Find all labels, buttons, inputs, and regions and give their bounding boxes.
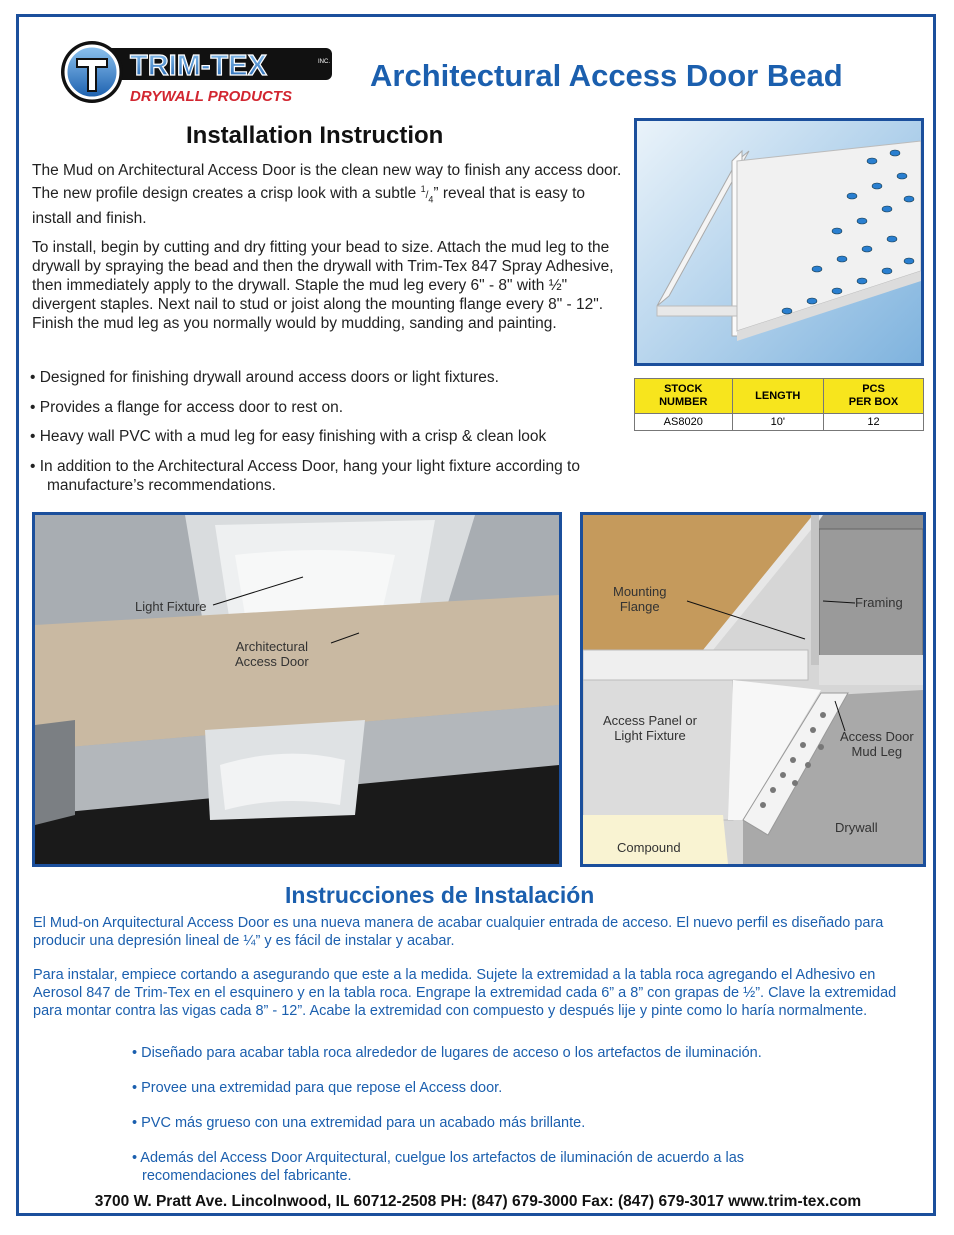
pcs-cell: 12: [824, 414, 924, 431]
mud-leg-label: Access Door Mud Leg: [840, 729, 914, 759]
install-paragraph: To install, begin by cutting and dry fitting your bead to size. Attach the mud leg to the drywall by spraying the bead and then the drywall with Trim-Tex 847 Spray Adhesive, then immediately apply to the drywall. Staple the mud leg every 6" - 8" with ½" divergent staples. Next nail to stud or joist along the mounting flange every 8" - 12". Finish the mud leg as you normally would by mudding, sanding and painting.: [32, 239, 614, 332]
page-title: Architectural Access Door Bead: [370, 58, 843, 93]
feature-list: [30, 368, 630, 505]
mounting-flange-label: Mounting Flange: [613, 584, 667, 614]
fraction-denominator: 4: [428, 194, 434, 205]
access-panel-label: Access Panel or Light Fixture: [603, 713, 697, 743]
spanish-heading: Instrucciones de Instalación: [285, 882, 595, 908]
list-item: • Diseñado para acabar tabla roca alrededor de lugares de acceso o los artefactos de iluminación.: [132, 1045, 762, 1061]
framing-label: Framing: [855, 595, 903, 610]
drywall-label: Drywall: [835, 820, 878, 835]
list-item: • Provee una extremidad para que repose el Access door.: [132, 1080, 503, 1096]
footer-contact: 3700 W. Pratt Ave. Lincolnwood, IL 60712-2508 PH: (847) 679-3000 Fax: (847) 679-3017 www.trim-tex.com: [94, 1193, 862, 1210]
stock-table: [634, 378, 924, 431]
compound-label: Compound: [617, 840, 681, 855]
table-row: [635, 414, 924, 431]
cross-section-diagram: [580, 512, 926, 867]
access-door-label: Architectural Access Door: [235, 639, 309, 669]
list-item: • Provides a flange for access door to rest on.: [30, 398, 344, 416]
pcs-header: PCS PER BOX: [824, 379, 924, 414]
list-item: • Además del Access Door Arquitectural, cuelgue los artefactos de iluminación de acuerdo a las recomendaciones del fabricante.: [132, 1150, 745, 1184]
logo-wordmark: TRIM-TEX: [130, 50, 267, 82]
spanish-intro-paragraph: El Mud-on Arquitectural Access Door es una nueva manera de acabar cualquier entrada de acceso. El nuevo perfil es diseñado para producir una depresión lineal de ¼” y es fácil de instalar y acabar.: [33, 915, 884, 949]
table-header-row: [635, 379, 924, 414]
light-fixture-label: Light Fixture: [135, 599, 207, 614]
logo-tagline: DRYWALL PRODUCTS: [130, 88, 292, 105]
intro-text-a: The Mud on Architectural Access Door is the clean new way to finish any access door. The new profile design creates a crisp look with a subtle: [32, 162, 622, 203]
installation-heading: Installation Instruction: [186, 122, 444, 149]
product-profile-image: [634, 118, 924, 366]
stock-number-cell: AS8020: [635, 414, 733, 431]
list-item: • In addition to the Architectural Access Door, hang your light fixture according to manufacture’s recommendations.: [30, 457, 580, 494]
length-header: LENGTH: [732, 379, 823, 414]
intro-text-b: ” reveal that is easy to install and finish.: [32, 185, 585, 228]
list-item: • Heavy wall PVC with a mud leg for easy finishing with a crisp & clean look: [30, 428, 547, 445]
fraction-numerator: 1: [420, 184, 426, 194]
trim-tex-logo: [60, 38, 336, 108]
ceiling-photo: [32, 512, 562, 867]
list-item: • Designed for finishing drywall around access doors or light fixtures.: [30, 369, 499, 386]
intro-paragraph: The Mud on Architectural Access Door is the clean new way to finish any access door. The new profile design creates a crisp look with a subtle $^1/_4$” reveal that is easy to install and finish.: [32, 162, 622, 228]
spanish-install-paragraph: Para instalar, empiece cortando a asegurando que este a la medida. Sujete la extremidad a la tabla roca agregando el Adhesivo en Aerosol 847 de Trim-Tex en el esquinero y en la tabla roca. Engrape la extremidad cada 6” a 8” con grapas de ½”. Clave la extremidad para montar contra las vigas cada 8” - 12”. Acabe la extremidad con compuesto y después lije y pinte como lo haría normalmente.: [33, 967, 897, 1019]
logo-trademark: INC.: [318, 59, 330, 65]
spanish-feature-list: [132, 1044, 852, 1202]
list-item: • PVC más grueso con una extremidad para un acabado más brillante.: [132, 1115, 586, 1131]
length-cell: 10': [732, 414, 823, 431]
stock-number-header: STOCK NUMBER: [635, 379, 733, 414]
